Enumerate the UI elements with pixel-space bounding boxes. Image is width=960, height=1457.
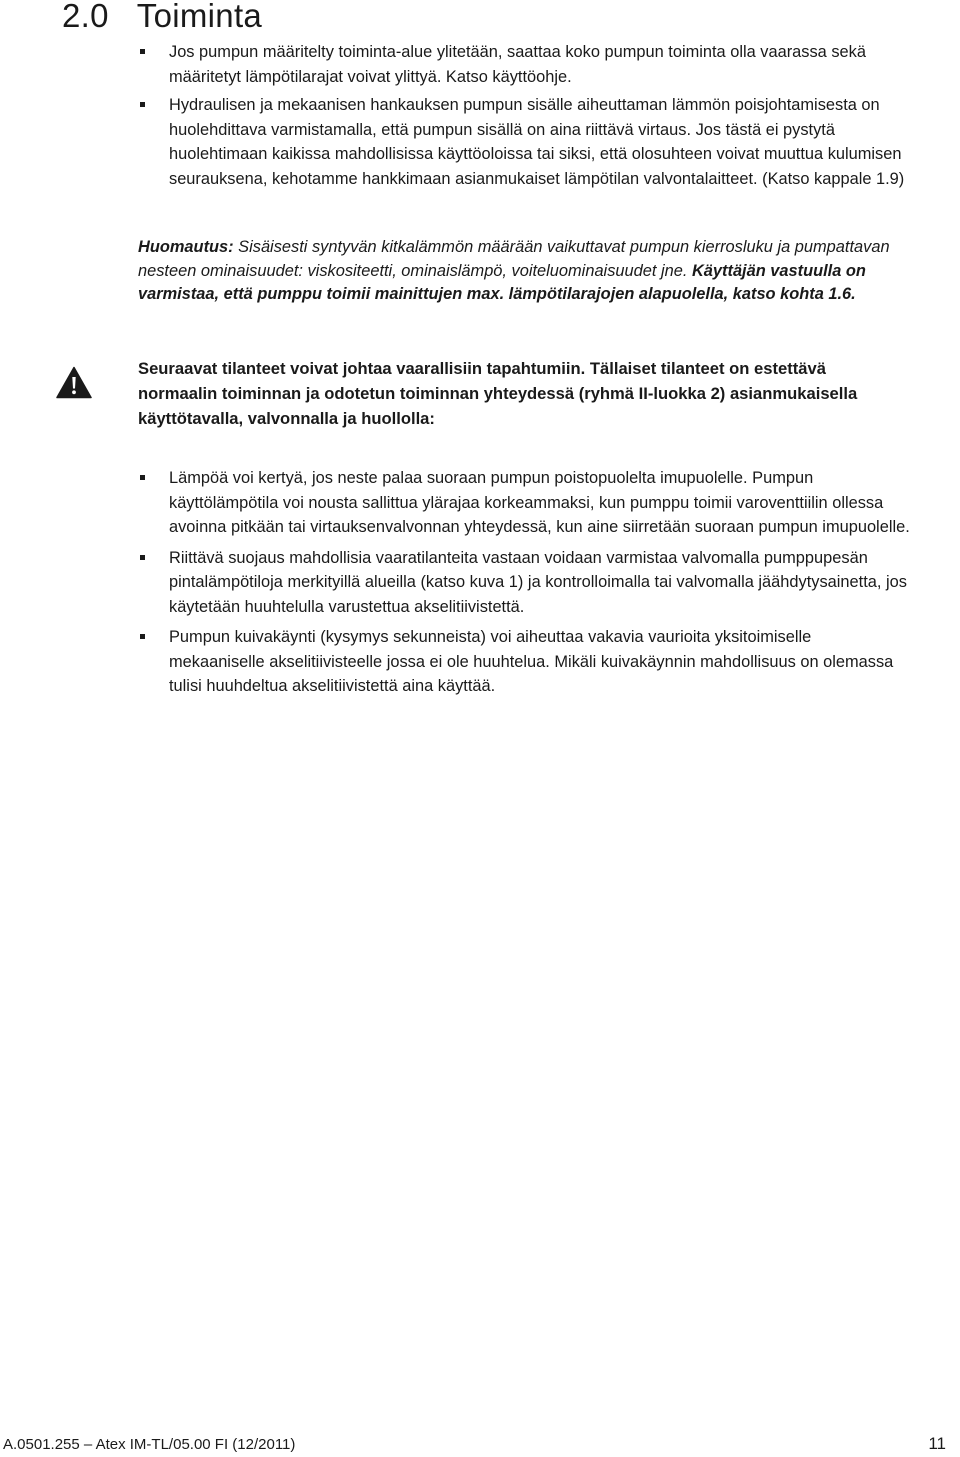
note-paragraph <box>138 236 908 307</box>
bullet-icon <box>140 634 145 639</box>
list-item <box>140 625 910 699</box>
page-number: 11 <box>928 1434 946 1453</box>
list-item-text: Hydraulisen ja mekaanisen hankauksen pumpun sisälle aiheuttaman lämmön poisjohtamisesta on huolehdittava varmistamalla, että pumpun sisällä on aina riittävä virtaus. Jos tästä ei pystytä huolehtimaan kaikissa mahdollisissa käyttöoloissa tai siksi, että olosuhteen voivat muuttua kulumisen seurauksena, kehotamme hankkimaan asianmukaiset lämpötilan valvontalaitteet. (Katso kappale 1.9) <box>169 96 905 188</box>
list-item-text: Pumpun kuivakäynti (kysymys sekunneista) voi aiheuttaa vakavia vaurioita yksitoimiselle mekaaniselle akselitiivisteelle jossa ei ole huuhtelua. Mikäli kuivakäynnin mahdollisuus on olemassa tulisi huuhdeltua akselitiivistettä aina käyttää. <box>169 628 894 695</box>
warning-triangle-icon <box>56 366 92 399</box>
list-item-text: Jos pumpun määritelty toiminta-alue ylitetään, saattaa koko pumpun toiminta olla vaarassa sekä määritetyt lämpötilarajat voivat ylittyä. Katso käyttöohje. <box>169 43 866 86</box>
bullet-icon <box>140 49 145 54</box>
bullet-icon <box>140 102 145 107</box>
note-emphasis: Käyttäjän vastuulla on varmistaa, että pumppu toimii mainittujen max. lämpötilarajojen alapuolella, katso kohta 1.6. <box>138 261 866 303</box>
note-text: Sisäisesti syntyvän kitkalämmön määrään vaikuttavat pumpun kierrosluku ja pumpattavan nesteen ominaisuudet: viskositeetti, ominaislämpö, voiteluominaisuudet jne. <box>138 238 890 280</box>
list-item-text: Riittävä suojaus mahdollisia vaaratilanteita vastaan voidaan varmistaa valvomalla pumppupesän pintalämpötiloja merkityillä alueilla (katso kuva 1) ja kontrolloimalla tai valvomalla jäähdytysainetta, jos käytetään huuhtelulla varustettua akselitiivistettä. <box>169 548 907 616</box>
document-code: A.0501.255 – Atex IM-TL/05.00 FI (12/2011) <box>3 1436 296 1453</box>
list-item <box>140 40 910 89</box>
section-title-text: Toiminta <box>136 0 263 34</box>
section-number: 2.0 <box>62 0 109 34</box>
top-bullet-list <box>140 40 910 191</box>
section-title <box>62 0 262 36</box>
list-item <box>140 546 910 620</box>
warning-text: Seuraavat tilanteet voivat johtaa vaarallisiin tapahtumiin. Tällaiset tilanteet on estettävä normaalin toiminnan ja odotetun toiminnan yhteydessä (ryhmä II-luokka 2) asianmukaisella käyttötavalla, valvonnalla ja huollolla: <box>138 359 858 428</box>
note-label: Huomautus: <box>138 238 234 256</box>
bottom-bullet-list <box>140 466 910 699</box>
list-item-text: Lämpöä voi kertyä, jos neste palaa suoraan pumpun poistopuolelta imupuolelle. Pumpun käyttölämpötila voi nousta sallittua ylärajaa korkeammaksi, kun pumppu toimii varoventtiilin ollessa avoinna pitkään tai virtauksenvalvonnan yhteydessä, kun aine siirretään suoraan pumpun imupuolelle. <box>169 469 910 536</box>
list-item <box>140 93 910 191</box>
bullet-icon <box>140 475 145 480</box>
list-item <box>140 466 910 540</box>
bullet-icon <box>140 555 145 560</box>
